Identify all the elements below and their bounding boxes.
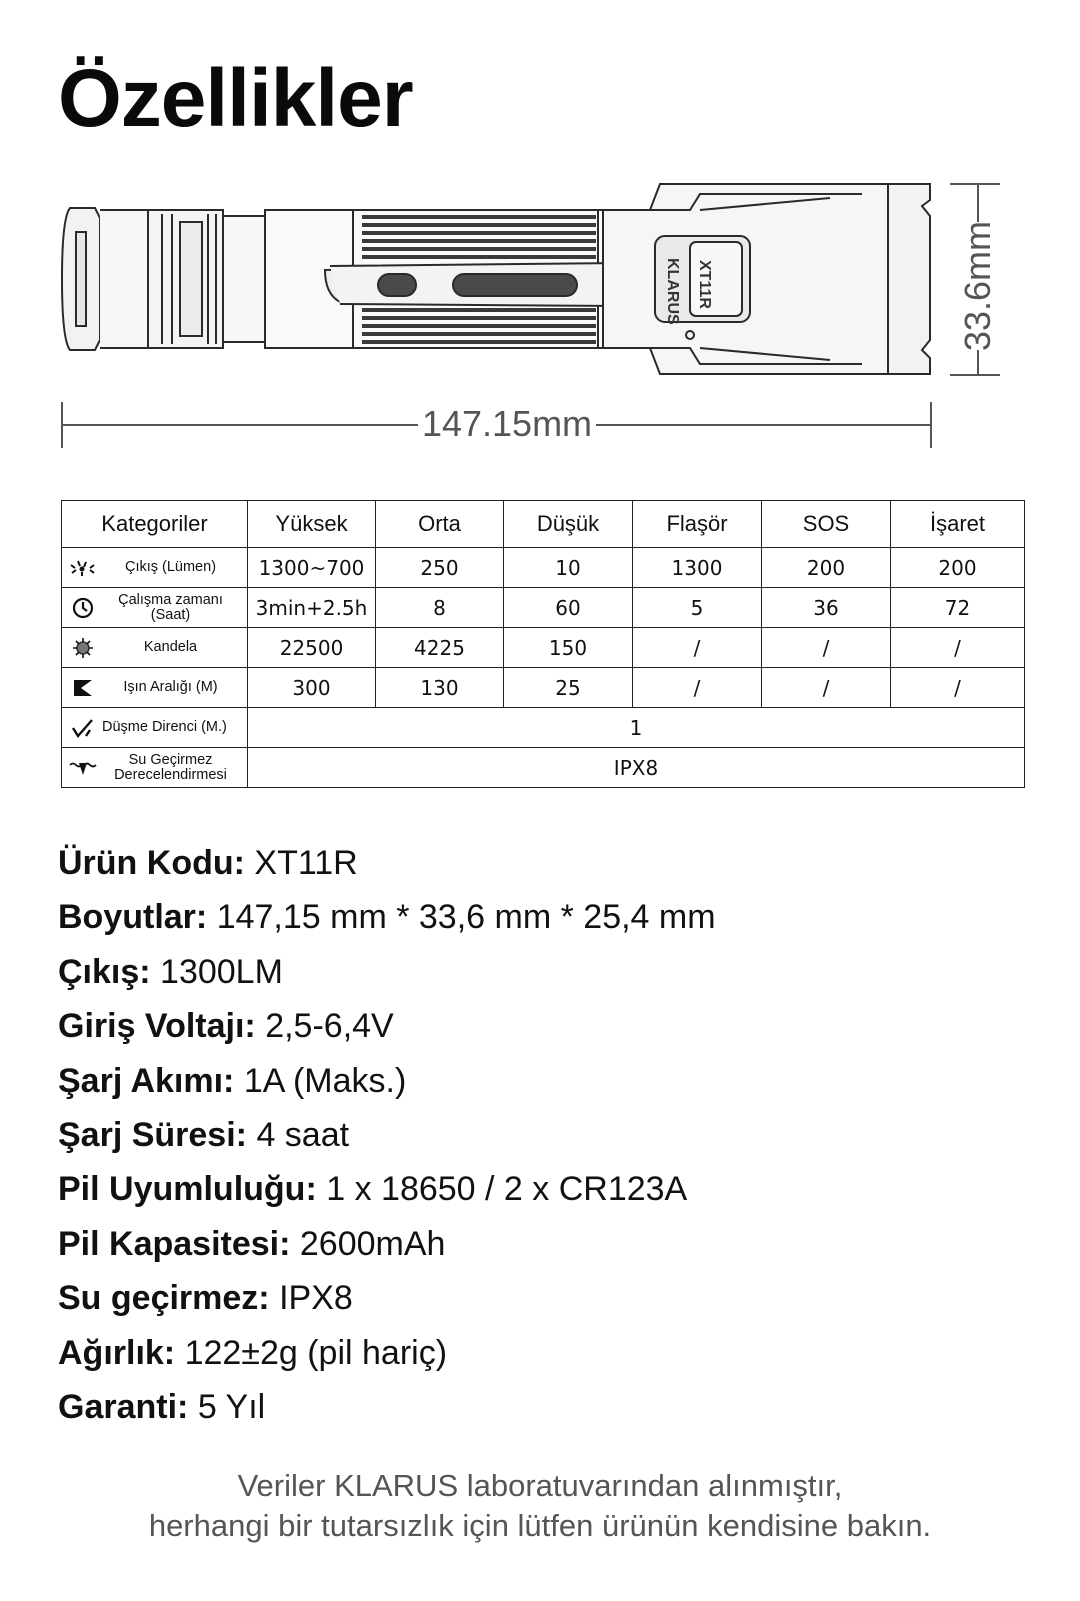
spec-list (58, 836, 716, 1434)
spec-key: Su geçirmez: (58, 1279, 270, 1318)
spec-key: Çıkış: (58, 952, 151, 991)
spec-key: Ağırlık: (58, 1333, 176, 1372)
list-item (58, 999, 716, 1053)
spec-key: Pil Kapasitesi: (58, 1224, 291, 1263)
list-item (58, 1326, 716, 1380)
spec-value: IPX8 (279, 1279, 353, 1318)
table-cell: 72 (891, 588, 1025, 628)
header-cell: İşaret (891, 501, 1025, 548)
table-cell: 1 (248, 708, 1025, 748)
spec-key: Boyutlar: (58, 898, 208, 937)
table-cell: 300 (248, 668, 376, 708)
header-cell: Düşük (504, 501, 633, 548)
candela-icon (68, 634, 98, 662)
list-item (58, 1162, 716, 1216)
header-cell: SOS (762, 501, 891, 548)
table-cell: / (762, 668, 891, 708)
list-item (58, 1108, 716, 1162)
header-cell: Kategoriler (62, 501, 248, 548)
spec-value: 1300LM (160, 952, 283, 991)
spec-value: 1 x 18650 / 2 x CR123A (326, 1170, 688, 1209)
svg-text:XT11R: XT11R (696, 260, 713, 309)
flashlight-drawing (0, 170, 1080, 470)
footer-note-line2: herhangi bir tutarsızlık için lütfen ürünün kendisine bakın. (148, 1508, 932, 1543)
water-icon (68, 754, 98, 782)
spec-key: Giriş Voltajı: (58, 1007, 256, 1046)
table-cell: 130 (376, 668, 504, 708)
table-row (62, 548, 1025, 588)
table-cell: 10 (504, 548, 633, 588)
table-cell: 60 (504, 588, 633, 628)
table-cell: 250 (376, 548, 504, 588)
table-cell: 36 (762, 588, 891, 628)
spec-value: 2600mAh (299, 1224, 446, 1263)
spec-value: 1A (Maks.) (243, 1061, 407, 1100)
footer-note-line1: Veriler KLARUS laboratuvarından alınmıştır, (237, 1468, 843, 1503)
spec-key: Ürün Kodu: (58, 844, 245, 882)
table-cell: 22500 (248, 628, 376, 668)
table-cell: / (633, 628, 762, 668)
table-row (62, 708, 1025, 748)
table-cell: / (762, 628, 891, 668)
clock-icon (68, 594, 98, 622)
table-row (62, 588, 1025, 628)
length-dimension: 147.15mm (421, 403, 593, 444)
list-item (58, 890, 716, 944)
diameter-dimension: 33.6mm (957, 220, 998, 352)
table-row (62, 668, 1025, 708)
table-cell: 3min+2.5h (248, 588, 376, 628)
spec-value: 147,15 mm * 33,6 mm * 25,4 mm (216, 898, 716, 937)
svg-text:KLARUS: KLARUS (664, 258, 681, 325)
category-label: Düşme Direnci (M.) (102, 719, 227, 736)
spec-key: Garanti: (58, 1387, 189, 1426)
category-label: Çıkış (Lümen) (124, 559, 217, 576)
header-cell: Yüksek (248, 501, 376, 548)
table-row (62, 748, 1025, 788)
table-cell: 8 (376, 588, 504, 628)
table-cell: 200 (762, 548, 891, 588)
list-item (58, 945, 716, 999)
table-cell: 1300 (633, 548, 762, 588)
spec-value: 4 saat (256, 1115, 350, 1154)
list-item (58, 836, 716, 890)
table-cell: IPX8 (248, 748, 1025, 788)
table-cell: / (891, 668, 1025, 708)
list-item (58, 1217, 716, 1271)
table-row (62, 628, 1025, 668)
category-label: Kandela (143, 639, 198, 656)
spec-key: Şarj Süresi: (58, 1115, 247, 1154)
table-cell: 1300~700 (248, 548, 376, 588)
table-cell: 200 (891, 548, 1025, 588)
spec-value: 5 Yıl (197, 1387, 266, 1426)
table-cell: 150 (504, 628, 633, 668)
list-item (58, 1271, 716, 1325)
light-burst-icon (68, 554, 98, 582)
impact-icon (68, 714, 98, 742)
spec-table (61, 500, 1025, 788)
spec-value: 122±2g (pil hariç) (184, 1333, 448, 1372)
table-cell: / (891, 628, 1025, 668)
header-cell: Flaşör (633, 501, 762, 548)
page-title: Özellikler (58, 53, 413, 144)
list-item (58, 1054, 716, 1108)
table-cell: 25 (504, 668, 633, 708)
table-cell: 4225 (376, 628, 504, 668)
category-label: Çalışma zamanı (Saat) (118, 592, 223, 623)
list-item (58, 1380, 716, 1434)
beam-distance-icon (68, 674, 98, 702)
spec-key: Şarj Akımı: (58, 1061, 235, 1100)
table-header-row (62, 501, 1025, 548)
spec-value: 2,5-6,4V (265, 1007, 394, 1046)
spec-value: XT11R (254, 844, 358, 882)
spec-key: Pil Uyumluluğu: (58, 1170, 317, 1209)
header-cell: Orta (376, 501, 504, 548)
category-label: Işın Aralığı (M) (123, 679, 218, 696)
category-label: Su Geçirmez Derecelendirmesi (114, 752, 227, 783)
table-cell: 5 (633, 588, 762, 628)
table-cell: / (633, 668, 762, 708)
